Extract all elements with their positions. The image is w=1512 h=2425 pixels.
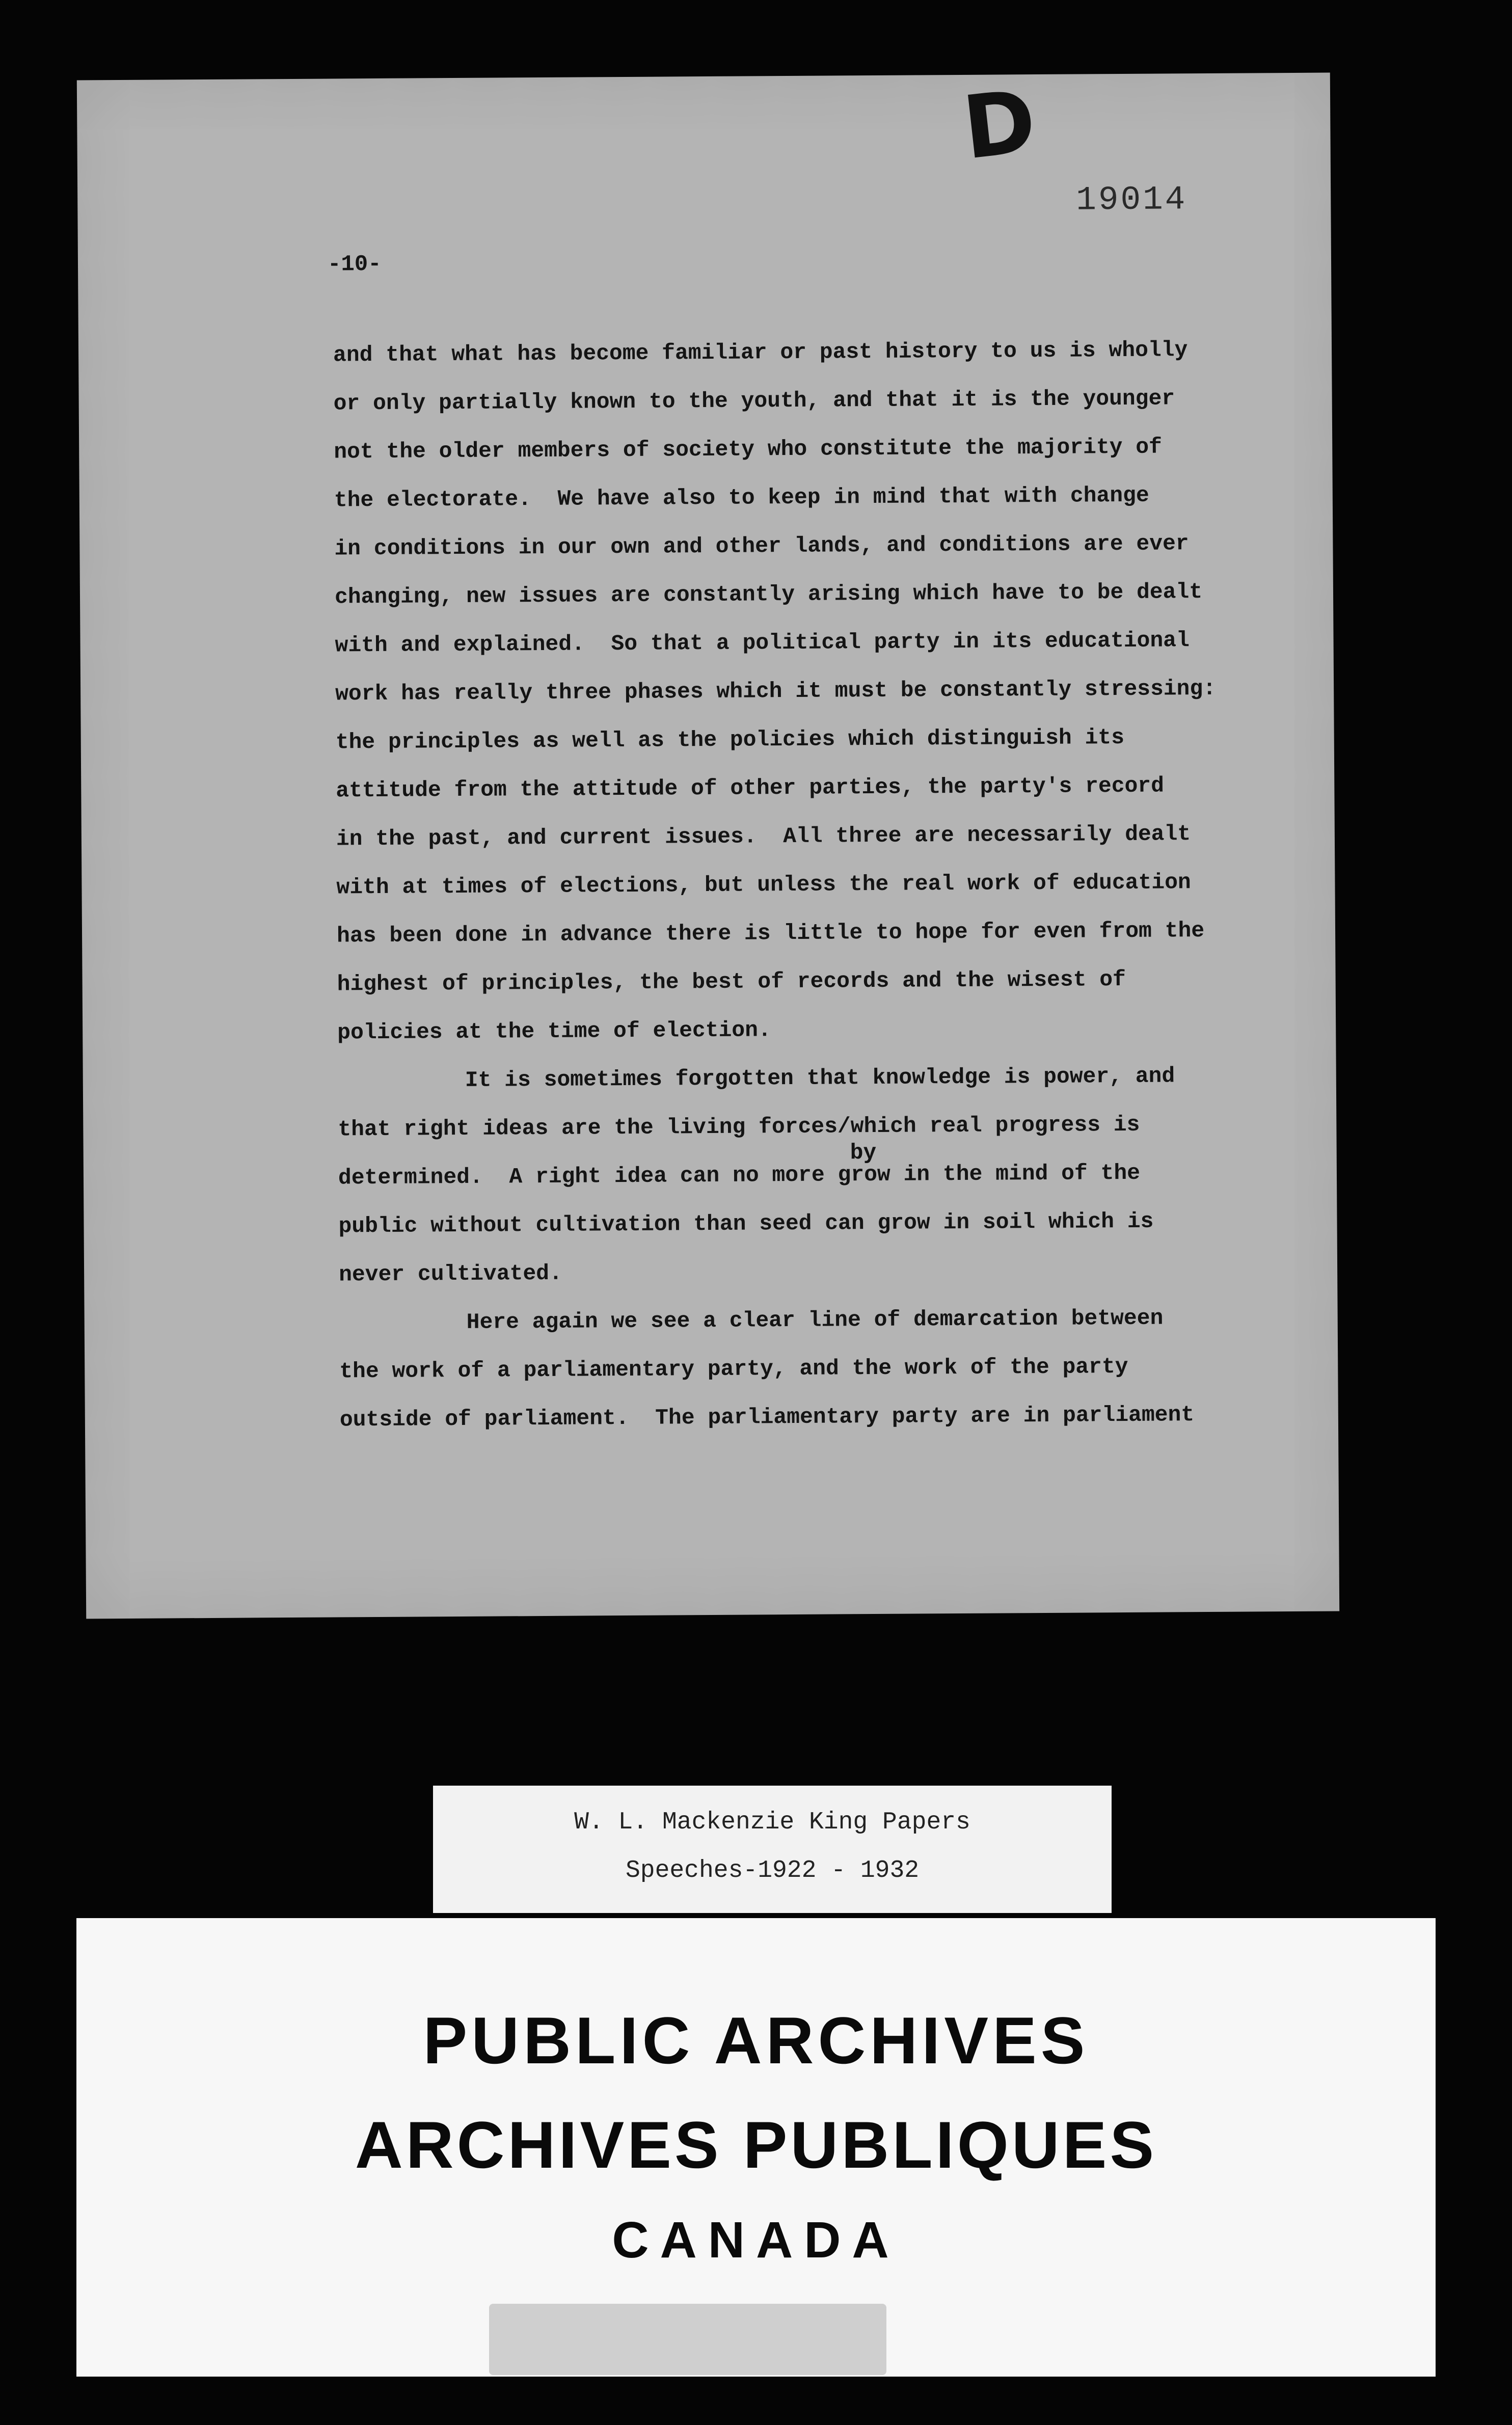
text-line: the principles as well as the policies which distinguish its <box>335 725 1125 755</box>
text-line: never cultivated. <box>338 1260 562 1287</box>
text-line: determined. A right idea can no more grow in the mind of the <box>338 1160 1141 1191</box>
banner-country: CANADA <box>612 2212 900 2269</box>
text-line: policies at the time of election. <box>337 1017 771 1045</box>
banner-title-english: PUBLIC ARCHIVES <box>423 2003 1089 2078</box>
text-line: It is sometimes forgotten that knowledge is power, and <box>465 1063 1175 1093</box>
text-line: or only partially known to the youth, and that it is the younger <box>333 386 1175 416</box>
text-line: outside of parliament. The parliamentary party are in parliament <box>339 1402 1195 1433</box>
collection-label <box>433 1786 1112 1913</box>
collection-series: Speeches-1922 - 1932 <box>625 1857 920 1884</box>
text-line: the electorate. We have also to keep in mind that with change <box>334 482 1149 513</box>
text-line: with and explained. So that a political party in its educational <box>335 628 1190 658</box>
text-line: attitude from the attitude of other parties, the party's record <box>336 773 1165 803</box>
page-number: -10- <box>327 251 382 278</box>
text-line: the work of a parliamentary party, and the work of the party <box>339 1354 1128 1384</box>
paper-smudge <box>489 2304 886 2375</box>
text-line: has been done in advance there is little to hope for even from the <box>336 918 1205 949</box>
text-line: work has really three phases which it must be constantly stressing: <box>335 676 1217 707</box>
text-line: not the older members of society who constitute the majority of <box>334 434 1163 465</box>
banner-title-french: ARCHIVES PUBLIQUES <box>355 2108 1157 2182</box>
text-line: highest of principles, the best of records and the wisest of <box>337 966 1126 997</box>
document-number: 19014 <box>1076 180 1187 220</box>
typed-page <box>77 73 1339 1619</box>
text-line: with at times of elections, but unless the real work of education <box>336 870 1191 900</box>
handwritten-insertion: by <box>850 1140 877 1166</box>
text-line: in conditions in our own and other lands, and conditions are ever <box>334 531 1189 561</box>
text-line: public without cultivation than seed can grow in soil which is <box>338 1208 1154 1239</box>
text-line: changing, new issues are constantly arising which have to be dealt <box>334 579 1203 610</box>
body-text <box>333 325 1298 1444</box>
stamp-letter: D <box>958 71 1041 179</box>
text-line: Here again we see a clear line of demarcation between <box>466 1305 1164 1335</box>
collection-name: W. L. Mackenzie King Papers <box>574 1809 970 1836</box>
text-line: that right ideas are the living forces/which real progress is <box>338 1112 1140 1142</box>
text-line: and that what has become familiar or past history to us is wholly <box>333 337 1188 368</box>
text-line: in the past, and current issues. All three are necessarily dealt <box>336 821 1191 852</box>
